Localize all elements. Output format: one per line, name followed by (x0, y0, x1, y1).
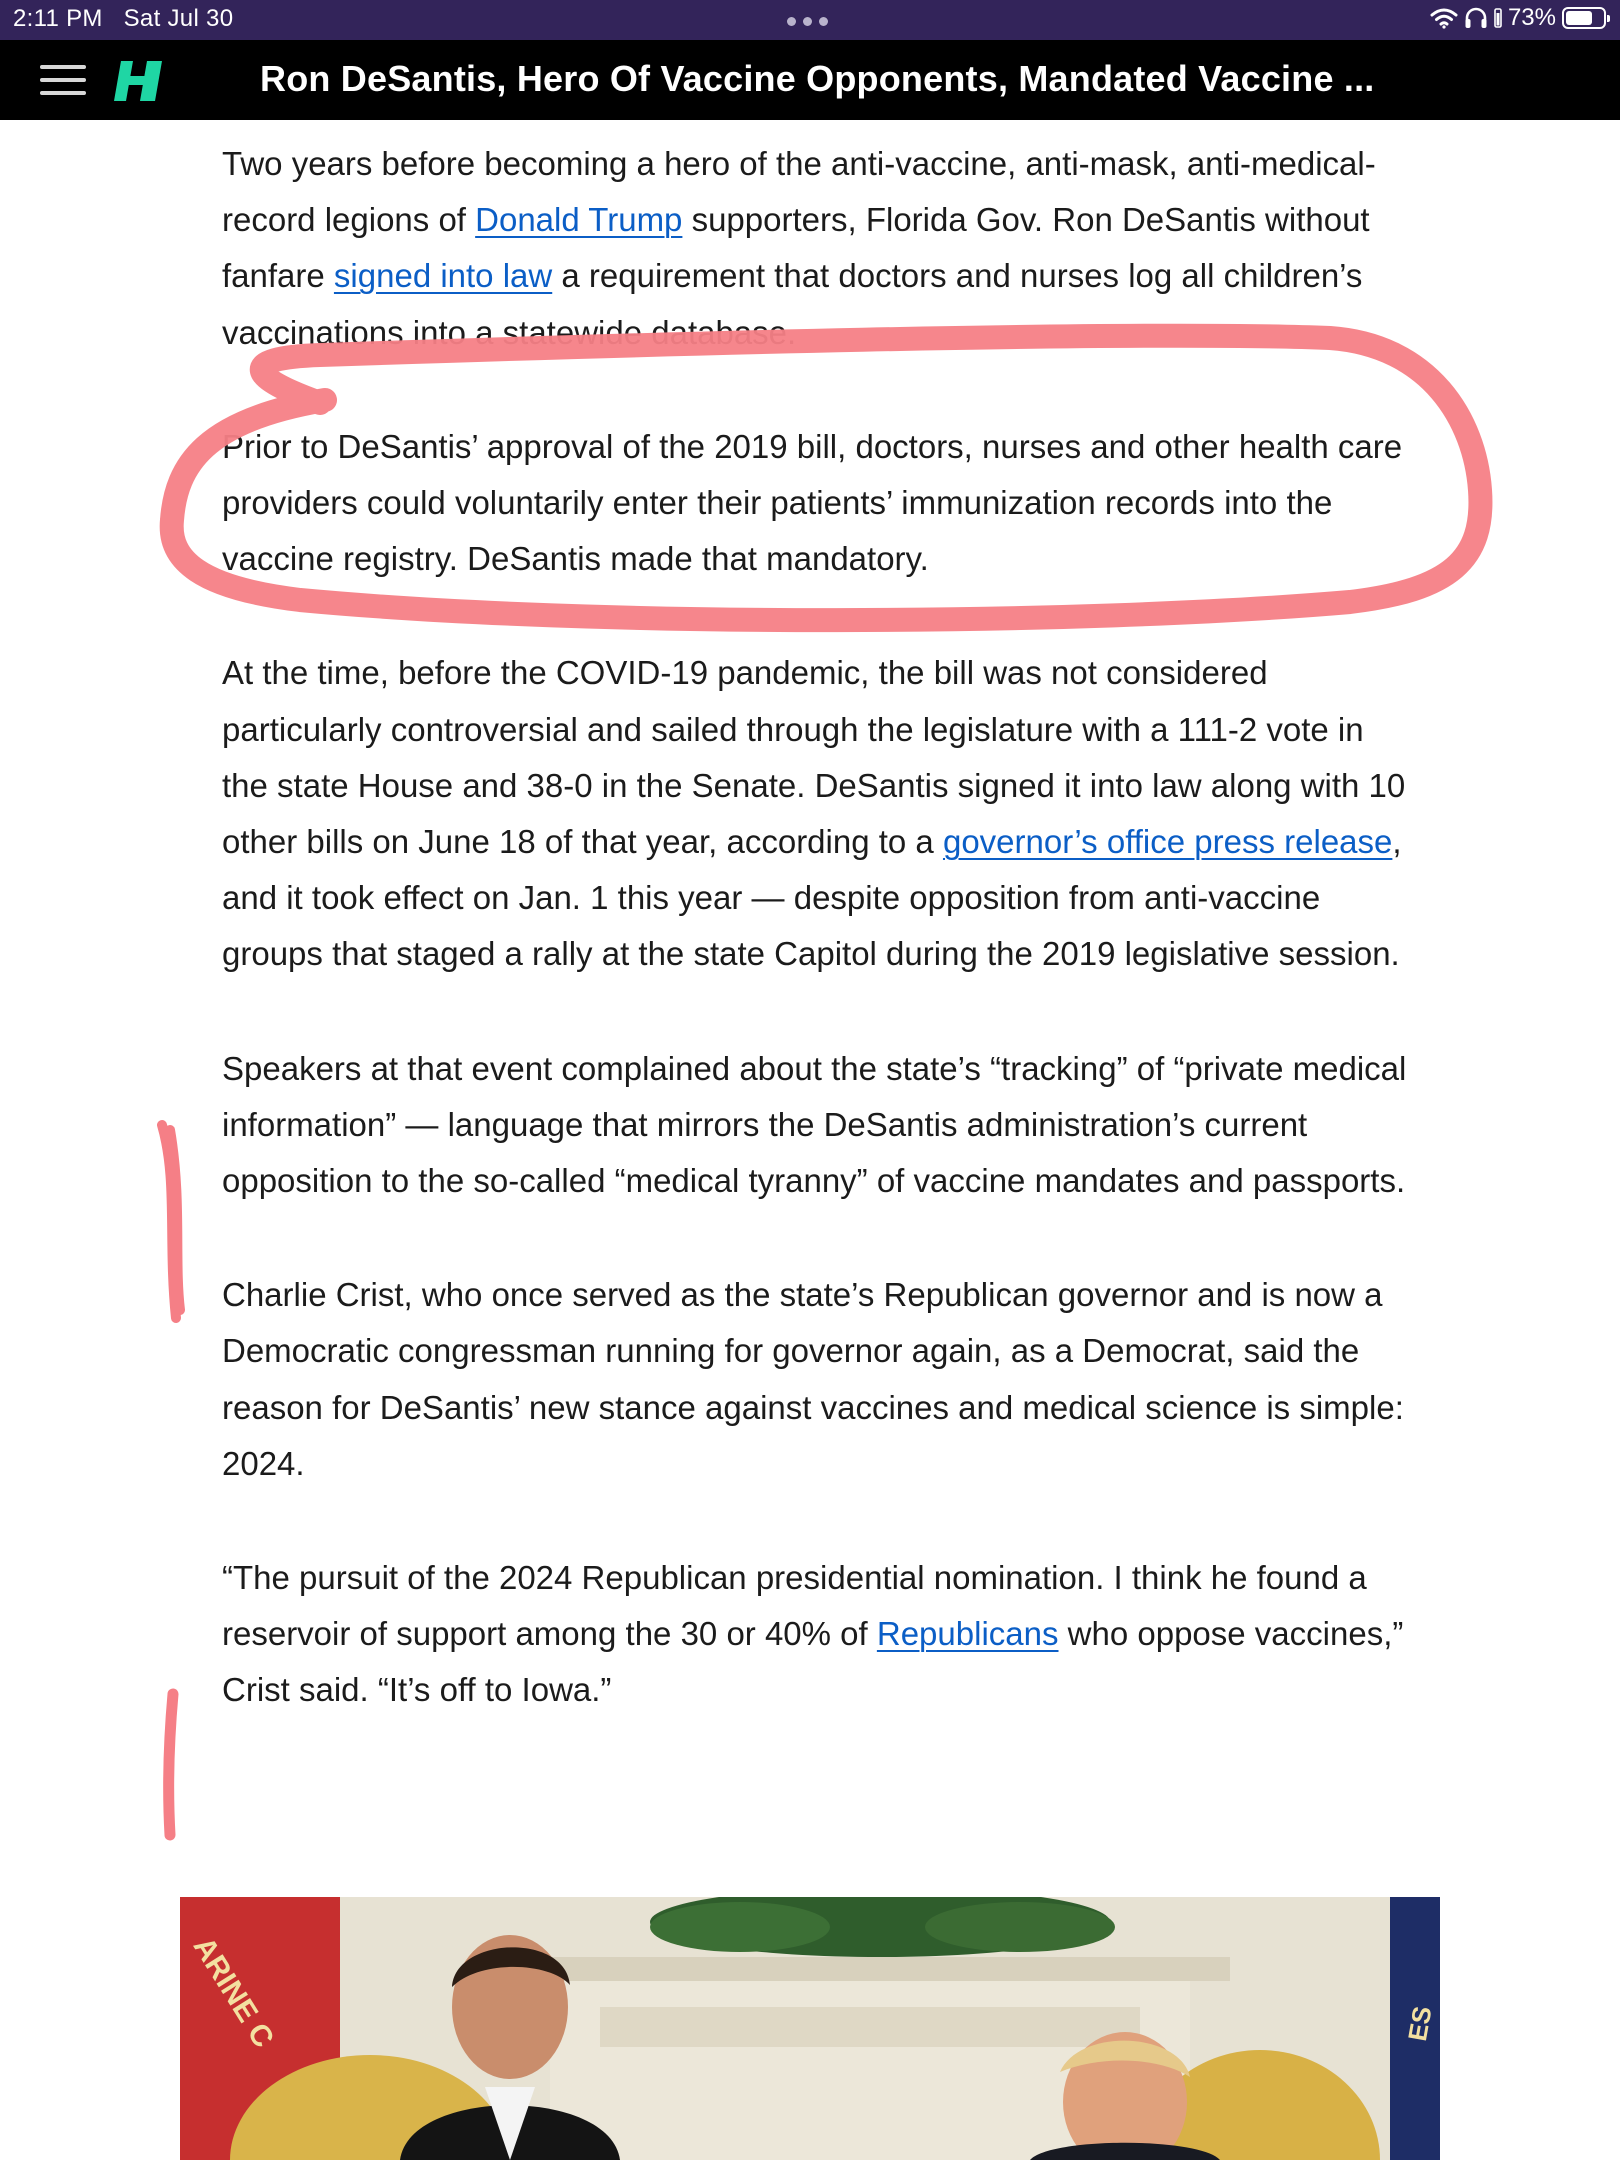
paragraph-3 (222, 645, 1412, 982)
annotation-margin-mark-2 (169, 1694, 173, 1835)
status-time-date (13, 5, 233, 33)
battery-percent: 73% (1507, 4, 1556, 31)
status-date: Sat Jul 30 (123, 5, 234, 32)
flag-text-left: ARINE C (186, 1931, 280, 2054)
status-indicators (1430, 4, 1606, 32)
battery-icon (1562, 7, 1606, 29)
link-donald-trump[interactable]: Donald Trump (475, 201, 683, 239)
paragraph-text: Two years before becoming a hero of the anti-vaccine, anti-mask, anti-medical-record legions of (222, 145, 1376, 239)
annotation-margin-mark-1 (162, 1125, 180, 1318)
multitasking-dots-icon[interactable] (787, 17, 828, 26)
headphone-battery-icon (1494, 8, 1502, 28)
wifi-icon (1430, 7, 1458, 29)
link-signed-into-law[interactable]: signed into law (333, 257, 553, 295)
hamburger-menu-icon[interactable] (40, 65, 86, 95)
article-photo[interactable] (180, 1897, 1440, 2160)
flag-text-right: ES (1401, 2003, 1438, 2044)
oval-office-photo (180, 1897, 1440, 2160)
paragraph-text: a requirement that doctors and nurses log all children’s vaccinations into a statewide database. (222, 257, 1363, 351)
status-time: 2:11 PM (13, 5, 103, 32)
paragraph-5: Charlie Crist, who once served as the state’s Republican governor and is now a Democratic congressman running for governor again, as a Democrat, said the reason for DeSantis’ new stance against vaccines and medical science is simple: 2024. (222, 1276, 1404, 1482)
link-governors-press-release[interactable]: governor’s office press release (942, 823, 1393, 861)
paragraph-text: supporters, Florida Gov. Ron DeSantis without fanfare (222, 201, 1370, 295)
page-title: Ron DeSantis, Hero Of Vaccine Opponents, Mandated Vaccine ... (260, 58, 1375, 99)
paragraph-1 (222, 136, 1412, 361)
paragraph-2: Prior to DeSantis’ approval of the 2019 bill, doctors, nurses and other health care providers could voluntarily enter their patients’ immunization records into the vaccine registry. DeSantis made that mandatory. (222, 427, 1403, 578)
paragraph-4: Speakers at that event complained about the state’s “tracking” of “private medical information” — language that mirrors the DeSantis administration’s current opposition to the so-called “medical tyranny” of vaccine mandates and passports. (222, 1049, 1407, 1200)
status-bar (0, 0, 1620, 40)
paragraph-6 (222, 1550, 1412, 1719)
paragraph-text: who oppose vaccines,” Crist said. “It’s off to Iowa.” (222, 1615, 1404, 1709)
article-body (222, 136, 1412, 1777)
paragraph-text: , and it took effect on Jan. 1 this year — despite opposition from anti-vaccine groups that staged a rally at the state Capitol during the 2019 legislative session. (222, 823, 1402, 973)
headphones-icon (1464, 7, 1488, 29)
link-republicans[interactable]: Republicans (876, 1615, 1059, 1653)
battery-fill (1566, 11, 1592, 25)
huffpost-logo[interactable] (114, 61, 162, 101)
app-header (0, 40, 1620, 120)
paragraph-text: At the time, before the COVID-19 pandemic, the bill was not considered particularly controversial and sailed through the legislature with a 111-2 vote in the state House and 38-0 in the Senate. DeSantis signed it into law along with 10 other bills on June 18 of that year, according to a (222, 654, 1406, 861)
paragraph-text: “The pursuit of the 2024 Republican presidential nomination. I think he found a reservoir of support among the 30 or 40% of (222, 1559, 1367, 1653)
